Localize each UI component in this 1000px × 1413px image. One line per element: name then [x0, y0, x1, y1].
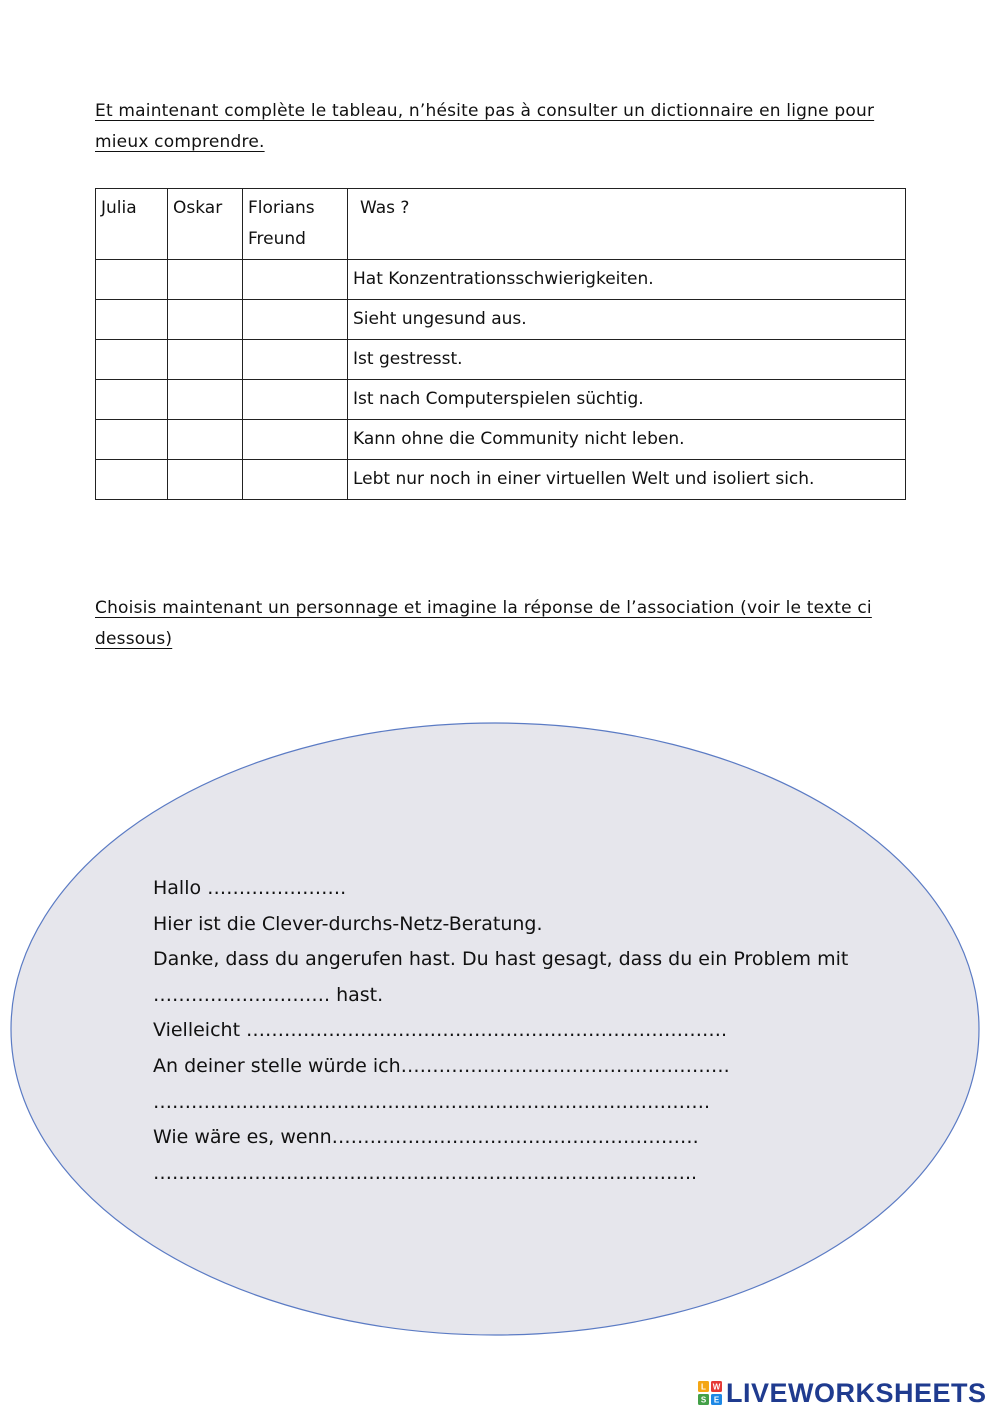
statement-cell: Kann ohne die Community nicht leben.: [348, 420, 906, 460]
letter-line-continuation: …………………………………………………………………………….: [153, 1090, 711, 1113]
header-julia: Julia: [96, 189, 168, 260]
letter-line-problem: ………………………. hast.: [153, 983, 384, 1006]
letter-line-greeting: Hallo ………………….: [153, 877, 347, 899]
dialog-instruction-text: Choisis maintenant un personnage et imagine la réponse de l’association (voir le texte ci dessous): [95, 598, 872, 649]
response-letter: [153, 871, 848, 1191]
statement-cell: Ist gestresst.: [348, 340, 906, 380]
statement-cell: Hat Konzentrationsschwierigkeiten.: [348, 260, 906, 300]
liveworksheets-wordmark: LIVEWORKSHEETS: [726, 1377, 987, 1408]
statement-cell: Sieht ungesund aus.: [348, 300, 906, 340]
logo-letter-l: L: [701, 1382, 706, 1392]
logo-letter-s: S: [700, 1395, 707, 1405]
statement-cell: Ist nach Computerspielen süchtig.: [348, 380, 906, 420]
logo-letter-e: E: [713, 1395, 720, 1405]
logo-letter-w: W: [712, 1382, 721, 1392]
letter-line-an-deiner-stelle: An deiner stelle würde ich…………………………………………….: [153, 1054, 730, 1077]
header-oskar: Oskar: [168, 189, 243, 260]
letter-line-continuation-2: …………………………………………………………………………..: [153, 1161, 698, 1184]
statement-cell: Lebt nur noch in einer virtuellen Welt und isoliert sich.: [348, 460, 906, 500]
letter-line-thanks: Danke, dass du angerufen hast. Du hast gesagt, dass du ein Problem mit: [153, 948, 849, 971]
liveworksheets-logo-icon: [698, 1381, 722, 1405]
letter-line-wie-waere-es: Wie wäre es, wenn………………………………………………….: [153, 1126, 699, 1149]
table-instruction-text: Et maintenant complète le tableau, n’hésite pas à consulter un dictionnaire en ligne pour mieux comprendre.: [95, 101, 875, 152]
header-florians-freund: Florians Freund: [243, 189, 348, 260]
liveworksheets-brand: [698, 1376, 987, 1410]
letter-line-vielleicht: Vielleicht ………………………………………………………………….: [153, 1019, 728, 1042]
letter-line-intro: Hier ist die Clever-durchs-Netz-Beratung.: [153, 912, 543, 935]
header-was: Was ?: [348, 189, 906, 260]
